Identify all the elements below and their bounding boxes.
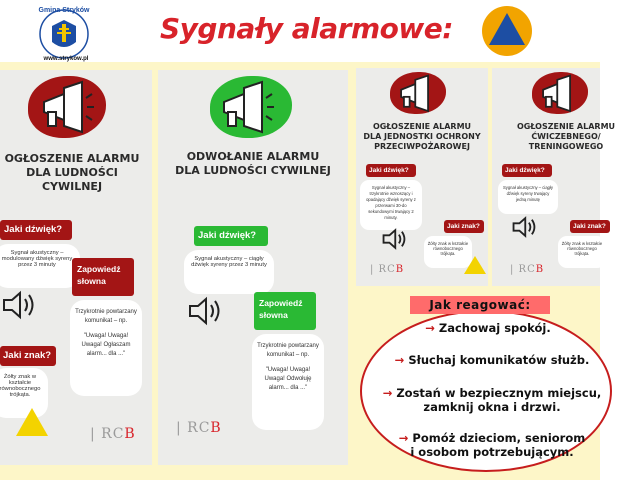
rcb-letter-b: B: [535, 264, 545, 275]
verbal-note: [252, 334, 324, 430]
rcb-text: [370, 264, 404, 275]
panel-title-line: TRENINGOWEGO: [528, 142, 604, 151]
yellow-triangle-icon: [464, 256, 486, 274]
civil-defence-icon: [481, 5, 533, 57]
sound-tag: Jaki dźwięk?: [0, 220, 72, 240]
rcb-letter-b: B: [395, 264, 405, 275]
panel-title-line: ODWOŁANIE ALARMU: [186, 150, 320, 163]
sound-tag: Jaki dźwięk?: [194, 226, 268, 246]
panel-title: [502, 122, 630, 152]
rcb-logo: [370, 264, 404, 275]
sign-tag: Jaki znak?: [570, 220, 610, 233]
rcb-text: [176, 420, 222, 436]
arrow-right-icon: →: [382, 386, 397, 400]
rcb-logo: [176, 420, 222, 436]
reaction-item-text: Pomóż dzieciom, seniorom: [412, 431, 586, 445]
megaphone-icon: [214, 80, 276, 136]
panel-cancel-alarm-civilians: [158, 70, 348, 465]
rcb-text: [510, 264, 544, 275]
rcb-logo: [510, 264, 544, 275]
reaction-item-text: zamknij okna i drzwi.: [423, 400, 561, 415]
rcb-letters: | RC: [90, 426, 125, 442]
reaction-item: [372, 353, 612, 367]
rcb-text: [90, 426, 136, 442]
reaction-item-text: Zostań w bezpiecznym miejscu,: [396, 386, 602, 400]
panel-title-line: DLA LUDNOŚCI CYWILNEJ: [175, 163, 331, 177]
verbal-quote: "Uwaga! Uwaga! Uwaga! Ogłaszam alarm... dla ...": [81, 333, 131, 357]
sound-tag: Jaki dźwięk?: [366, 164, 416, 177]
arrow-right-icon: →: [398, 431, 413, 445]
sound-tag: Jaki dźwięk?: [502, 164, 552, 177]
sign-tag: Jaki znak?: [0, 346, 56, 366]
reaction-item-text: Zachowaj spokój.: [438, 321, 551, 335]
rcb-letters: | RC: [370, 264, 396, 275]
panel-title: [358, 122, 486, 152]
megaphone-icon: [394, 74, 438, 114]
panel-title-line: OGŁOSZENIE ALARMU: [372, 122, 472, 131]
reaction-item: [372, 386, 612, 415]
reaction-item: [368, 321, 608, 335]
reaction-item: [372, 431, 612, 460]
arrow-right-icon: →: [394, 353, 409, 367]
panel-title-line: PRZECIWPOŻAROWEJ: [374, 142, 470, 151]
reaction-heading: Jak reagować:: [410, 296, 550, 314]
speaker-icon: [512, 216, 540, 238]
reaction-item-text: i osobom potrzebującym.: [410, 445, 574, 460]
logo-url: www.strykow.pl: [43, 56, 89, 62]
sign-desc: Żółty znak w kształcie równobocznego trójkąta.: [0, 368, 48, 418]
header: [0, 0, 600, 62]
panel-alarm-exercise: [492, 68, 616, 286]
rcb-letter-b: B: [210, 420, 222, 436]
rcb-letter-b: B: [124, 426, 136, 442]
verbal-note: [70, 300, 142, 396]
reaction-item-text: Słuchaj komunikatów służb.: [408, 353, 590, 367]
speaker-icon: [188, 296, 226, 326]
sound-desc: Sygnał akustyczny – trzykrotnie wznoszący i opadający dźwięk syreny z przerwami 30-do sekundowymi trwający 2 minuty.: [360, 180, 422, 230]
panel-title-line: ĆWICZEBNEGO/: [531, 132, 601, 141]
sign-desc: Żółty znak w kształcie równobocznego trójkąta.: [558, 236, 606, 268]
verbal-tag: Zapowiedź słowna: [254, 292, 316, 330]
verbal-tag: Zapowiedź słowna: [72, 258, 134, 296]
panel-alarm-fire-unit: [356, 68, 488, 286]
panel-title-line: OGŁOSZENIE ALARMU: [516, 122, 616, 131]
yellow-triangle-icon: [16, 408, 48, 436]
verbal-quote: "Uwaga! Uwaga! Uwaga! Odwołuję alarm... dla ...": [264, 367, 312, 391]
megaphone-icon: [536, 74, 580, 114]
megaphone-icon: [34, 80, 96, 136]
sign-tag: Jaki znak?: [444, 220, 484, 233]
arrow-right-icon: →: [425, 321, 439, 335]
rcb-letters: | RC: [510, 264, 536, 275]
sound-desc: Sygnał akustyczny – ciągły dźwięk syreny trwający jedną minutę: [498, 180, 558, 214]
panel-title: [162, 150, 344, 178]
verbal-desc: Trzykrotnie powtarzany komunikat – np.: [75, 309, 137, 324]
speaker-icon: [382, 228, 410, 250]
page-title: Sygnały alarmowe:: [160, 12, 453, 45]
sound-desc: Sygnał akustyczny – ciągły dźwięk syreny przez 3 minuty: [184, 250, 274, 294]
sound-desc: Sygnał akustyczny – modulowany dźwięk syreny przez 3 minuty: [0, 244, 80, 288]
panel-title-line: OGŁOSZENIE ALARMU: [4, 152, 140, 165]
panel-title-line: DLA JEDNOSTKI OCHRONY: [363, 132, 481, 141]
speaker-icon: [2, 290, 40, 320]
panel-alarm-civilians: [0, 70, 152, 465]
gmina-strykow-logo: [26, 4, 102, 62]
rcb-letters: | RC: [176, 420, 211, 436]
panel-title: [0, 152, 148, 193]
panel-title-line: DLA LUDNOŚCI CYWILNEJ: [26, 165, 118, 193]
rcb-logo: [90, 426, 136, 442]
logo-arc-text: Gmina Stryków: [38, 7, 90, 14]
sign-desc: Żółty znak w kształcie równobocznego trójkąta.: [424, 236, 472, 268]
verbal-desc: Trzykrotnie powtarzany komunikat – np.: [257, 343, 319, 358]
